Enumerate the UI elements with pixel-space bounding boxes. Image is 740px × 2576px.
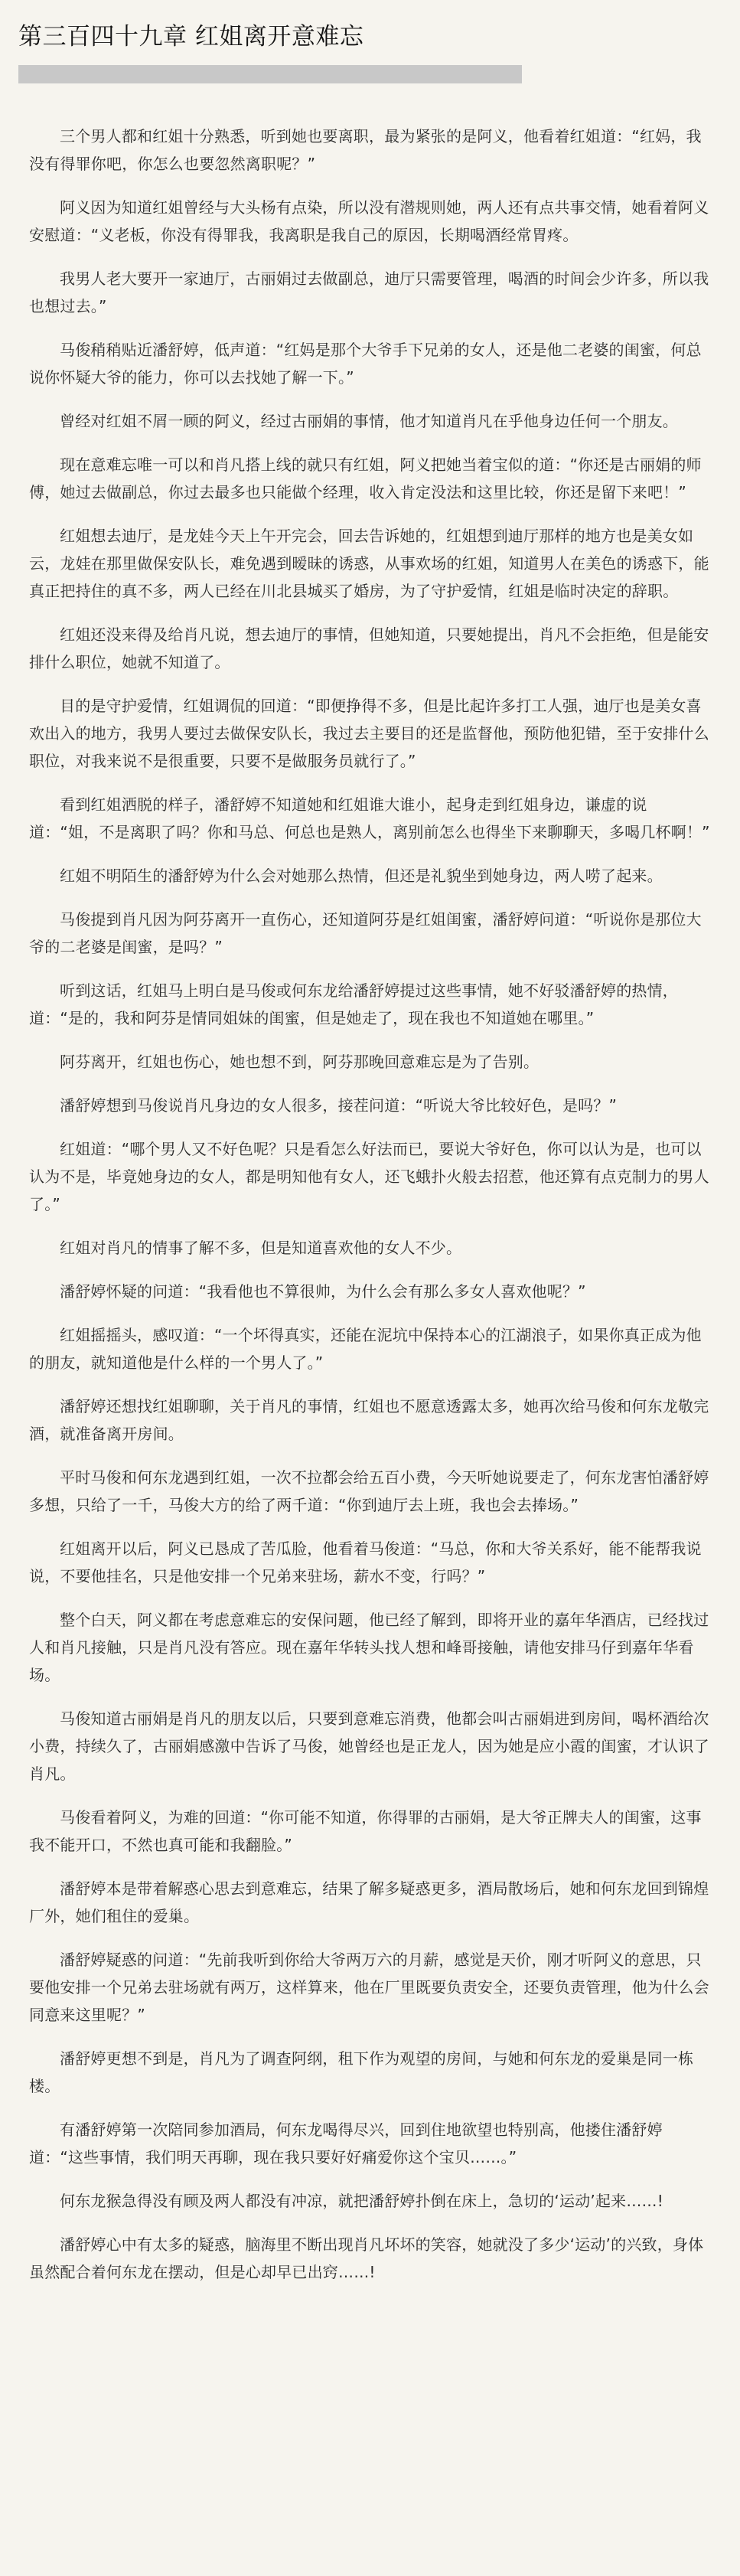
paragraph: 现在意难忘唯一可以和肖凡搭上线的就只有红姐，阿义把她当着宝似的道：“你还是古丽娟的师傅，她过去做副总，你过去最多也只能做个经理，收入肯定没法和这里比较，你还是留下来吧！” xyxy=(29,455,702,501)
paragraph: 潘舒婷疑惑的问道：“先前我听到你给大爷两万六的月薪，感觉是天价，刚才听阿义的意思，只要他安排一个兄弟去驻场就有两万，这样算来，他在厂里既要负责安全，还要负责管理，他为什么会同意来这里呢？” xyxy=(29,1951,709,2024)
paragraph: 红姐摇摇头，感叹道：“一个坏得真实，还能在泥坑中保持本心的江湖浪子，如果你真正成为他的朋友，就知道他是什么样的一个男人了。” xyxy=(29,1326,702,1372)
paragraph: 三个男人都和红姐十分熟悉，听到她也要离职，最为紧张的是阿义，他看着红姐道：“红妈，我没有得罪你吧，你怎么也要忽然离职呢？” xyxy=(29,127,702,173)
paragraph: 马俊看着阿义，为难的回道：“你可能不知道，你得罪的古丽娟，是大爷正牌夫人的闺蜜，这事我不能开口，不然也真可能和我翻脸。” xyxy=(29,1808,702,1854)
paragraph: 整个白天，阿义都在考虑意难忘的安保问题，他已经了解到，即将开业的嘉年华酒店，已经找过人和肖凡接触，只是肖凡没有答应。现在嘉年华转头找人想和峰哥接触，请他安排马仔到嘉年华看场。 xyxy=(29,1611,709,1684)
paragraph: 马俊提到肖凡因为阿芬离开一直伤心，还知道阿芬是红姐闺蜜，潘舒婷问道：“听说你是那位大爷的二老婆是闺蜜，是吗？” xyxy=(29,910,702,956)
paragraph: 平时马俊和何东龙遇到红姐，一次不拉都会给五百小费，今天听她说要走了，何东龙害怕潘舒婷多想，只给了一千，马俊大方的给了两千道：“你到迪厅去上班，我也会去捧场。” xyxy=(29,1468,709,1514)
paragraph: 潘舒婷怀疑的问道：“我看他也不算很帅，为什么会有那么多女人喜欢他呢？” xyxy=(60,1282,586,1301)
paragraph: 红姐道：“哪个男人又不好色呢？只是看怎么好法而已，要说大爷好色，你可以认为是，也可以认为不是，毕竟她身边的女人，都是明知他有女人，还飞蛾扑火般去招惹，他还算有点克制力的男人了。” xyxy=(29,1140,709,1213)
paragraph: 红姐对肖凡的情事了解不多，但是知道喜欢他的女人不少。 xyxy=(60,1239,462,1257)
chapter-title: 第三百四十九章 红姐离开意难忘 xyxy=(18,23,364,51)
paragraph: 听到这话，红姐马上明白是马俊或何东龙给潘舒婷提过这些事情，她不好驳潘舒婷的热情，道：“是的，我和阿芬是情同姐妹的闺蜜，但是她走了，现在我也不知道她在哪里。” xyxy=(29,981,678,1027)
paragraph: 阿芬离开，红姐也伤心，她也想不到，阿芬那晚回意难忘是为了告别。 xyxy=(60,1053,540,1071)
paragraph: 曾经对红姐不屑一顾的阿义，经过古丽娟的事情，他才知道肖凡在乎他身边任何一个朋友。 xyxy=(60,412,678,430)
paragraph: 红姐离开以后，阿义已恳成了苦瓜脸，他看着马俊道：“马总，你和大爷关系好，能不能帮我说说，不要他挂名，只是他安排一个兄弟来驻场，薪水不变，行吗？” xyxy=(29,1539,702,1585)
paragraph: 潘舒婷还想找红姐聊聊，关于肖凡的事情，红姐也不愿意透露太多，她再次给马俊和何东龙敬完酒，就准备离开房间。 xyxy=(29,1397,709,1443)
paragraph: 有潘舒婷第一次陪同参加酒局，何东龙喝得尽兴，回到住地欲望也特别高，他搂住潘舒婷道：“这些事情，我们明天再聊，现在我只要好好痛爱你这个宝贝……。” xyxy=(29,2121,663,2166)
chapter-content xyxy=(18,122,722,2286)
paragraph: 目的是守护爱情，红姐调侃的回道：“即便挣得不多，但是比起许多打工人强，迪厅也是美女喜欢出入的地方，我男人要过去做保安队长，我过去主要目的还是监督他，预防他犯错，至于安排什么职位，对我来说不是很重要，只要不是做服务员就行了。” xyxy=(29,697,709,770)
paragraph: 我男人老大要开一家迪厅，古丽娟过去做副总，迪厅只需要管理，喝酒的时间会少许多，所以我也想过去。” xyxy=(29,269,709,315)
paragraph: 看到红姐洒脱的样子，潘舒婷不知道她和红姐谁大谁小，起身走到红姐身边，谦虚的说道：“姐，不是离职了吗？你和马总、何总也是熟人，离别前怎么也得坐下来聊聊天，多喝几杯啊！” xyxy=(29,795,710,841)
paragraph: 潘舒婷心中有太多的疑惑，脑海里不断出现肖凡坏坏的笑容，她就没了多少‘运动’的兴致，身体虽然配合着何东龙在摆动，但是心却早已出窍……! xyxy=(29,2235,704,2281)
paragraph: 红姐还没来得及给肖凡说，想去迪厅的事情，但她知道，只要她提出，肖凡不会拒绝，但是能安排什么职位，她就不知道了。 xyxy=(29,625,709,671)
paragraph: 潘舒婷想到马俊说肖凡身边的女人很多，接茬问道：“听说大爷比较好色，是吗？” xyxy=(60,1096,618,1115)
paragraph: 潘舒婷本是带着解惑心思去到意难忘，结果了解多疑惑更多，酒局散场后，她和何东龙回到锦煌厂外，她们租住的爱巢。 xyxy=(29,1879,709,1925)
paragraph: 潘舒婷更想不到是，肖凡为了调查阿纲，租下作为观望的房间，与她和何东龙的爱巢是同一栋楼。 xyxy=(29,2049,694,2095)
paragraph: 红姐想去迪厅，是龙娃今天上午开完会，回去告诉她的，红姐想到迪厅那样的地方也是美女如云，龙娃在那里做保安队长，难免遇到暧昧的诱惑，从事欢场的红姐，知道男人在美色的诱惑下，能真正把持住的真不多，两人已经在川北县城买了婚房，为了守护爱情，红姐是临时决定的辞职。 xyxy=(29,527,709,600)
paragraph: 红姐不明陌生的潘舒婷为什么会对她那么热情，但还是礼貌坐到她身边，两人唠了起来。 xyxy=(60,867,663,885)
paragraph: 马俊知道古丽娟是肖凡的朋友以后，只要到意难忘消费，他都会叫古丽娟进到房间，喝杯酒给次小费，持续久了，古丽娟感激中告诉了马俊，她曾经也是正龙人，因为她是应小霞的闺蜜，才认识了肖凡。 xyxy=(29,1709,709,1783)
paragraph: 何东龙猴急得没有顾及两人都没有冲凉，就把潘舒婷扑倒在床上，急切的‘运动’起来……! xyxy=(60,2192,663,2210)
reading-progress-bar xyxy=(18,65,522,83)
paragraph: 马俊稍稍贴近潘舒婷，低声道：“红妈是那个大爷手下兄弟的女人，还是他二老婆的闺蜜，何总说你怀疑大爷的能力，你可以去找她了解一下。” xyxy=(29,341,702,387)
paragraph: 阿义因为知道红姐曾经与大头杨有点染，所以没有潜规则她，两人还有点共事交情，她看着阿义安慰道：“义老板，你没有得罪我，我离职是我自己的原因，长期喝酒经常胃疼。 xyxy=(29,198,709,244)
